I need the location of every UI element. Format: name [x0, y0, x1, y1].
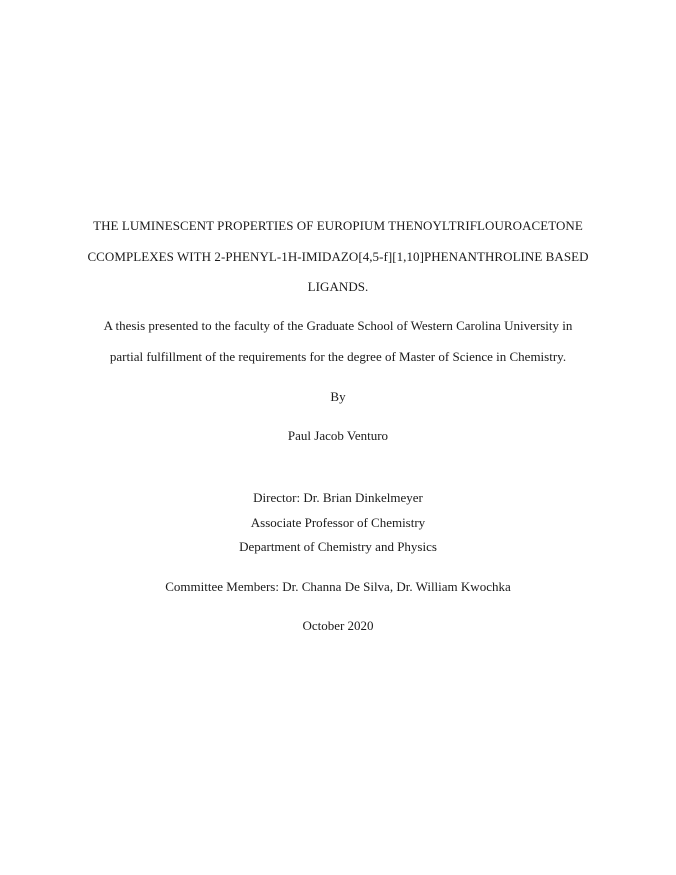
thesis-statement-line-2: partial fulfillment of the requirements for the degree of Master of Science in Chemistry. — [109, 349, 567, 364]
director-position: Associate Professor of Chemistry — [250, 515, 426, 530]
by-label: By — [330, 389, 346, 404]
submission-date: October 2020 — [302, 618, 374, 633]
author-name: Paul Jacob Venturo — [287, 428, 389, 443]
director-department: Department of Chemistry and Physics — [239, 539, 437, 554]
thesis-title-line-1: THE LUMINESCENT PROPERTIES OF EUROPIUM THENOYLTRIFLOUROACETONE — [93, 218, 583, 233]
thesis-statement-line-1: A thesis presented to the faculty of the Graduate School of Western Carolina University in — [103, 318, 573, 333]
director-line: Director: Dr. Brian Dinkelmeyer — [253, 490, 423, 505]
thesis-title-line-3: LIGANDS. — [307, 279, 369, 294]
thesis-title-line-2: CCOMPLEXES WITH 2-PHENYL-1H-IMIDAZO[4,5-f][1,10]PHENANTHROLINE BASED — [87, 249, 589, 264]
committee-members: Committee Members: Dr. Channa De Silva, Dr. William Kwochka — [165, 579, 511, 594]
